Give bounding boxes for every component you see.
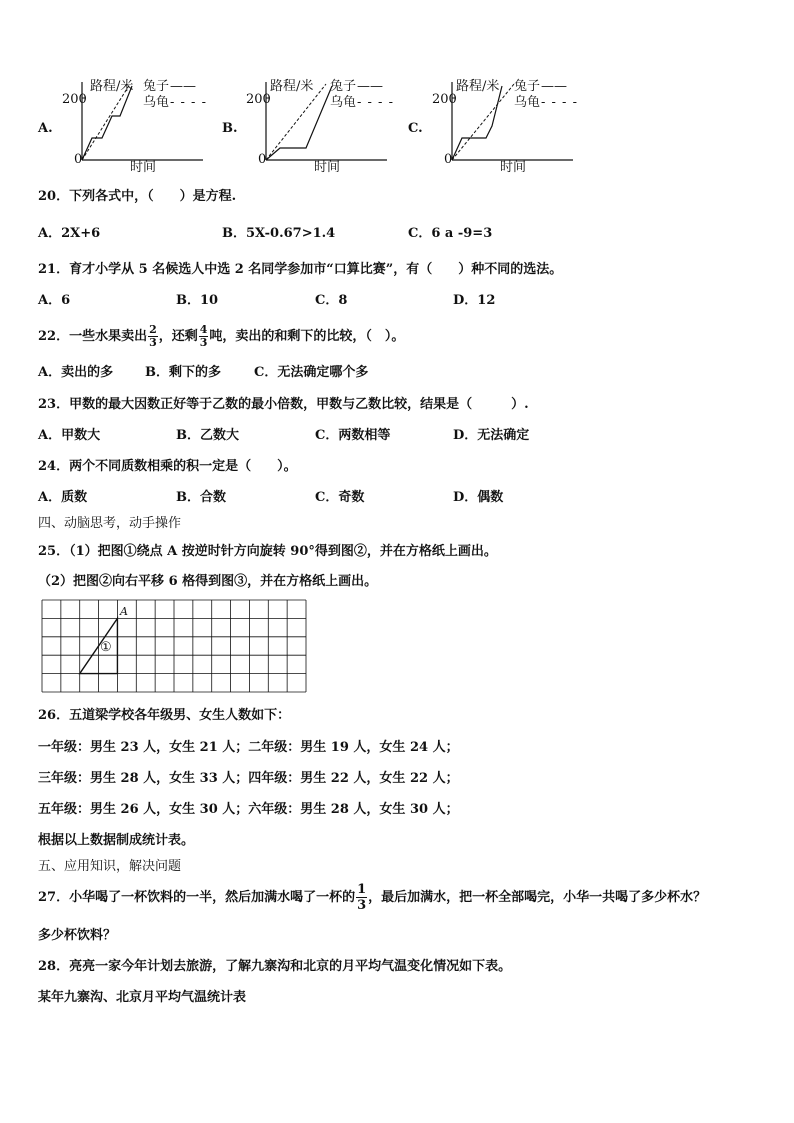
q28-table-title: 某年九寨沟、北京月平均气温统计表 bbox=[38, 990, 247, 1005]
q19b-origin: 0 bbox=[258, 152, 267, 167]
q19b-y-tick: 200 bbox=[246, 92, 271, 107]
q25-point-a-label: A bbox=[120, 605, 128, 618]
q22-stem-part3: 吨，卖出的和剩下的比较，（ ）。 bbox=[209, 329, 405, 344]
q19-option-c-label[interactable]: C. bbox=[408, 121, 423, 136]
q25-part1: 25．（1）把图①绕点 A 按逆时针方向旋转 90°得到图②，并在方格纸上画出。 bbox=[38, 544, 497, 559]
q22-stem bbox=[38, 324, 404, 350]
q26-line-4: 根据以上数据制成统计表。 bbox=[38, 833, 195, 848]
q22-fraction-sold: $\frac{2}{3}$ bbox=[149, 323, 157, 349]
q24-option-d[interactable]: D．偶数 bbox=[453, 490, 504, 505]
q28-stem: 28．亮亮一家今年计划去旅游，了解九寨沟和北京的月平均气温变化情况如下表。 bbox=[38, 959, 512, 974]
q19a-origin: 0 bbox=[74, 152, 83, 167]
q26-stem: 26．五道梁学校各年级男、女生人数如下： bbox=[38, 708, 291, 723]
q22-stem-part2: ，还剩 bbox=[158, 329, 198, 344]
q22-stem-part1: 22．一些水果卖出 bbox=[38, 329, 148, 344]
q19b-x-label: 时间 bbox=[314, 160, 341, 175]
q19c-origin: 0 bbox=[444, 152, 453, 167]
q19-option-a-label[interactable]: A. bbox=[38, 121, 53, 136]
q19c-legend-tortoise: 乌龟 bbox=[514, 95, 541, 110]
q23-option-d[interactable]: D．无法确定 bbox=[453, 428, 530, 443]
q21-option-a[interactable]: A．6 bbox=[38, 293, 71, 308]
q24-option-a[interactable]: A．质数 bbox=[38, 490, 88, 505]
q25-grid-paper[interactable] bbox=[40, 598, 310, 698]
q19c-legend-rabbit: 兔子 bbox=[514, 79, 541, 94]
q27-fraction: $\frac{1}{3}$ bbox=[357, 882, 367, 913]
q19b-legend-tortoise-line: - - - - bbox=[357, 95, 394, 110]
q19b-legend-tortoise: 乌龟 bbox=[330, 95, 357, 110]
q24-option-b[interactable]: B．合数 bbox=[176, 490, 226, 505]
q19c-y-label: 路程/米 bbox=[456, 79, 500, 94]
q19a-legend-rabbit-line: —— bbox=[170, 79, 196, 94]
q22-fraction-left: $\frac{4}{3}$ bbox=[199, 323, 208, 349]
q19b-rabbit-line bbox=[266, 86, 332, 160]
q19c-x-label: 时间 bbox=[500, 160, 527, 175]
q19a-x-label: 时间 bbox=[130, 160, 157, 175]
q19a-y-tick: 200 bbox=[62, 92, 87, 107]
q22-option-b[interactable]: B．剩下的多 bbox=[145, 365, 221, 380]
q26-line-2: 三年级：男生 28 人，女生 33 人；四年级：男生 22 人，女生 22 人； bbox=[38, 771, 459, 786]
q23-option-a[interactable]: A．甲数大 bbox=[38, 428, 101, 443]
q27-stem-part1: 27．小华喝了一杯饮料的一半，然后加满水喝了一杯的 bbox=[38, 890, 356, 905]
q19a-y-label: 路程/米 bbox=[90, 79, 134, 94]
q19b-legend-rabbit-line: —— bbox=[357, 79, 383, 94]
q19-option-b-label[interactable]: B. bbox=[222, 121, 238, 136]
q19c-legend-tortoise-line: - - - - bbox=[541, 95, 578, 110]
q21-option-b[interactable]: B．10 bbox=[176, 293, 219, 308]
q19a-rabbit-line bbox=[82, 86, 132, 160]
section-4-heading: 四、动脑思考，动手操作 bbox=[38, 516, 182, 531]
q22-option-a[interactable]: A．卖出的多 bbox=[38, 365, 114, 380]
q19b-y-label: 路程/米 bbox=[270, 79, 314, 94]
q27-stem-part2: ，最后加满水，把一杯全部喝完，小华一共喝了多少杯水？ bbox=[368, 890, 707, 905]
q24-stem: 24．两个不同质数相乘的积一定是（ ）。 bbox=[38, 459, 297, 474]
q19a-tortoise-line bbox=[82, 84, 130, 160]
section-5-heading: 五、应用知识，解决问题 bbox=[38, 859, 182, 874]
q20-option-b[interactable]: B．5X-0.67>1.4 bbox=[222, 226, 336, 241]
q20-option-c[interactable]: C．6 a -9=3 bbox=[408, 226, 493, 241]
q22-option-c[interactable]: C．无法确定哪个多 bbox=[254, 365, 369, 380]
q26-line-3: 五年级：男生 26 人，女生 30 人；六年级：男生 28 人，女生 30 人； bbox=[38, 802, 459, 817]
q19b-legend-rabbit: 兔子 bbox=[330, 79, 357, 94]
q23-stem: 23．甲数的最大因数正好等于乙数的最小倍数，甲数与乙数比较，结果是（ ）. bbox=[38, 397, 529, 412]
q25-part2: （2）把图②向右平移 6 格得到图③，并在方格纸上画出。 bbox=[38, 574, 378, 589]
q19c-tortoise-line bbox=[452, 84, 514, 160]
q23-option-c[interactable]: C．两数相等 bbox=[315, 428, 391, 443]
q23-option-b[interactable]: B．乙数大 bbox=[176, 428, 239, 443]
q19a-legend-tortoise: 乌龟 bbox=[143, 95, 170, 110]
q27-line-2: 多少杯饮料？ bbox=[38, 928, 117, 943]
q21-stem: 21．育才小学从 5 名候选人中选 2 名同学参加市“口算比赛”，有（ ）种不同的选法。 bbox=[38, 262, 563, 277]
q25-grid-lines bbox=[42, 600, 306, 692]
q21-option-c[interactable]: C．8 bbox=[315, 293, 348, 308]
q20-stem: 20．下列各式中，（ ）是方程. bbox=[38, 189, 237, 204]
q27-stem bbox=[38, 880, 706, 916]
q20-option-a[interactable]: A．2X+6 bbox=[38, 226, 101, 241]
q19a-legend-rabbit: 兔子 bbox=[143, 79, 170, 94]
q19c-legend-rabbit-line: —— bbox=[541, 79, 567, 94]
q25-shape-label: ① bbox=[100, 640, 112, 655]
q19a-legend-tortoise-line: - - - - bbox=[170, 95, 207, 110]
q24-option-c[interactable]: C．奇数 bbox=[315, 490, 365, 505]
q26-line-1: 一年级：男生 23 人，女生 21 人；二年级：男生 19 人，女生 24 人； bbox=[38, 740, 459, 755]
q19c-y-tick: 200 bbox=[432, 92, 457, 107]
q21-option-d[interactable]: D．12 bbox=[453, 293, 496, 308]
q19c-rabbit-line bbox=[452, 86, 502, 160]
